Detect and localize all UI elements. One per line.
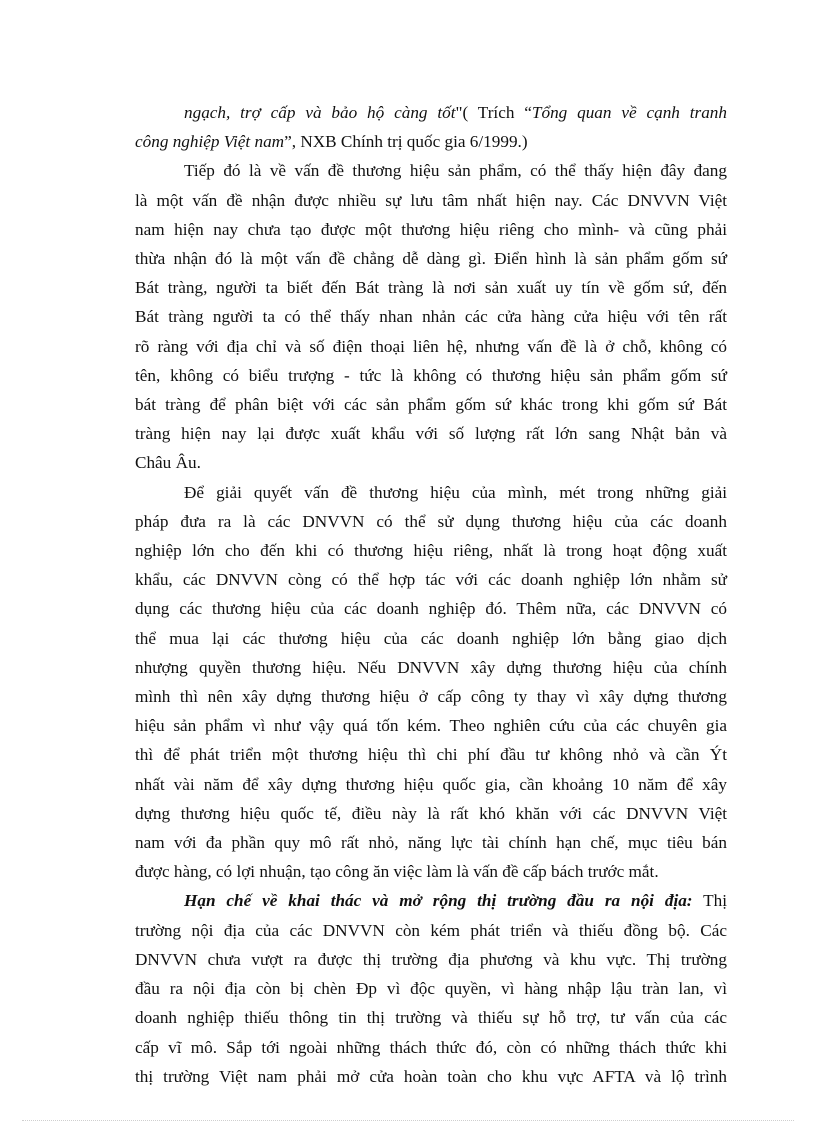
text-run: thể mua lại các thương hiệu của các doanh nghiệp lớn bằng giao dịch (135, 628, 727, 648)
text-run: nam với đa phần quy mô rất nhỏ, năng lực tài chính hạn chế, mục tiêu bán (135, 833, 727, 853)
text-run: nhất vài năm để xây dựng thương hiệu quốc gia, cần khoảng 10 năm để xây (135, 774, 727, 794)
text-run: doanh nghiệp thiếu thông tin thị trường và thiếu sự hỗ trợ, tư vấn của các (135, 1008, 727, 1028)
text-run: khẩu, các DNVVN còng có thể hợp tác với các doanh nghiệp lớn nhằm sử (135, 570, 727, 590)
text-line (135, 857, 727, 886)
paragraph (135, 478, 727, 887)
text-line (135, 244, 727, 273)
text-run: thì để phát triển một thương hiệu thì chi phí đầu tư không nhỏ và cần Ýt (135, 745, 727, 765)
document-body (135, 98, 727, 1091)
text-run: tên, không có biểu trượng - tức là không có thương hiệu sản phẩm gốm sứ (135, 365, 727, 385)
text-line (135, 156, 727, 185)
text-run: cấp vĩ mô. Sắp tới ngoài những thách thức đó, còn có những thách thức khi (135, 1037, 727, 1057)
text-line (135, 624, 727, 653)
text-line (135, 711, 727, 740)
text-line (135, 828, 727, 857)
text-run: dụng các thương hiệu của các doanh nghiệp đó. Thêm nữa, các DNVVN có (135, 599, 727, 619)
text-run: thừa nhận đó là một vấn đề chẳng dễ dàng gì. Điển hình là sản phẩm gốm sứ (135, 249, 727, 269)
text-line (135, 916, 727, 945)
text-run: DNVVN chưa vượt ra được thị trường địa phương và khu vực. Thị trường (135, 949, 727, 969)
text-run: Châu Âu. (135, 453, 201, 473)
text-run: được hàng, có lợi nhuận, tạo công ăn việc làm là vấn đề cấp bách trước mắt. (135, 862, 659, 882)
text-line (135, 215, 727, 244)
text-line (135, 478, 727, 507)
text-run: rõ ràng với địa chỉ và số điện thoại liên hệ, nhưng vấn đề là ở chỗ, không có (135, 336, 727, 356)
text-line (135, 653, 727, 682)
text-run: "( Trích “ (455, 103, 532, 122)
italic-text: ngạch, trợ cấp và bảo hộ càng tốt (184, 103, 456, 122)
text-run: Tiếp đó là về vấn đề thương hiệu sản phẩm, có thể thấy hiện đây đang (184, 161, 727, 181)
text-run: đầu ra nội địa còn bị chèn Ðp vì độc quyền, vì hàng nhập lậu tràn lan, vì (135, 979, 727, 999)
text-run: mình thì nên xây dựng thương hiệu ở cấp công ty thay vì xây dựng thương (135, 687, 727, 707)
text-run: nghiệp lớn cho đến khi có thương hiệu riêng, nhất là trong hoạt động xuất (135, 541, 727, 561)
text-line (135, 127, 727, 156)
text-run: Bát tràng người ta có thể thấy nhan nhản các cửa hàng cửa hiệu với tên rất (135, 307, 727, 327)
text-line (135, 186, 727, 215)
section-heading-inline: Hạn chế về khai thác và mở rộng thị trường đầu ra nội địa: (184, 891, 693, 911)
text-line (135, 945, 727, 974)
text-run: ”, NXB Chính trị quốc gia 6/1999.) (284, 132, 528, 152)
text-line (135, 682, 727, 711)
text-run: thị trường Việt nam phải mở cửa hoàn toàn cho khu vực AFTA và lộ trình (135, 1066, 727, 1086)
text-line (135, 1062, 727, 1091)
text-line (135, 565, 727, 594)
text-line (135, 740, 727, 769)
text-line (135, 361, 727, 390)
text-line (135, 98, 727, 127)
text-line (135, 448, 727, 477)
italic-text: công nghiệp Việt nam (135, 132, 285, 152)
text-run: Bát tràng, người ta biết đến Bát tràng là nơi sản xuất uy tín về gốm sứ, đến (135, 278, 727, 298)
text-line (135, 536, 727, 565)
text-run: Thị (692, 891, 728, 911)
text-line (135, 799, 727, 828)
text-line (135, 1003, 727, 1032)
text-line (135, 507, 727, 536)
text-line (135, 419, 727, 448)
text-line (135, 273, 727, 302)
text-run: Để giải quyết vấn đề thương hiệu của mình, mét trong những giải (184, 482, 727, 502)
text-run: dựng thương hiệu quốc tế, điều này là rất khó khăn với các DNVVN Việt (135, 803, 727, 823)
paragraph (135, 156, 727, 477)
paragraph (135, 98, 727, 156)
text-line (135, 390, 727, 419)
text-run: hiệu sản phẩm vì như vậy quá tốn kém. Theo nghiên cứu của các chuyên gia (135, 716, 727, 736)
text-run: pháp đưa ra là các DNVVN có thể sử dụng thương hiệu của các doanh (135, 511, 727, 531)
text-line (135, 886, 727, 915)
text-run: bát tràng để phân biệt với các sản phẩm gốm sứ khác trong khi gốm sứ Bát (135, 395, 727, 415)
text-run: tràng hiện nay lại được xuất khẩu với số lượng rất lớn sang Nhật bản và (135, 424, 727, 444)
text-run: trường nội địa của các DNVVN còn kém phát triển và thiếu đồng bộ. Các (135, 920, 727, 940)
paragraph (135, 886, 727, 1090)
text-line (135, 770, 727, 799)
text-run: nam hiện nay chưa tạo được một thương hiệu riêng cho mình- và cũng phải (135, 219, 727, 239)
text-run: là một vấn đề nhận được nhiều sự lưu tâm nhất hiện nay. Các DNVVN Việt (135, 190, 727, 210)
text-line (135, 1033, 727, 1062)
page-bottom-rule (22, 1120, 794, 1121)
text-line (135, 302, 727, 331)
text-line (135, 594, 727, 623)
text-run: nhượng quyền thương hiệu. Nếu DNVVN xây dựng thương hiệu của chính (135, 657, 727, 677)
text-line (135, 332, 727, 361)
italic-text: Tổng quan về cạnh tranh (531, 103, 727, 122)
text-line (135, 974, 727, 1003)
